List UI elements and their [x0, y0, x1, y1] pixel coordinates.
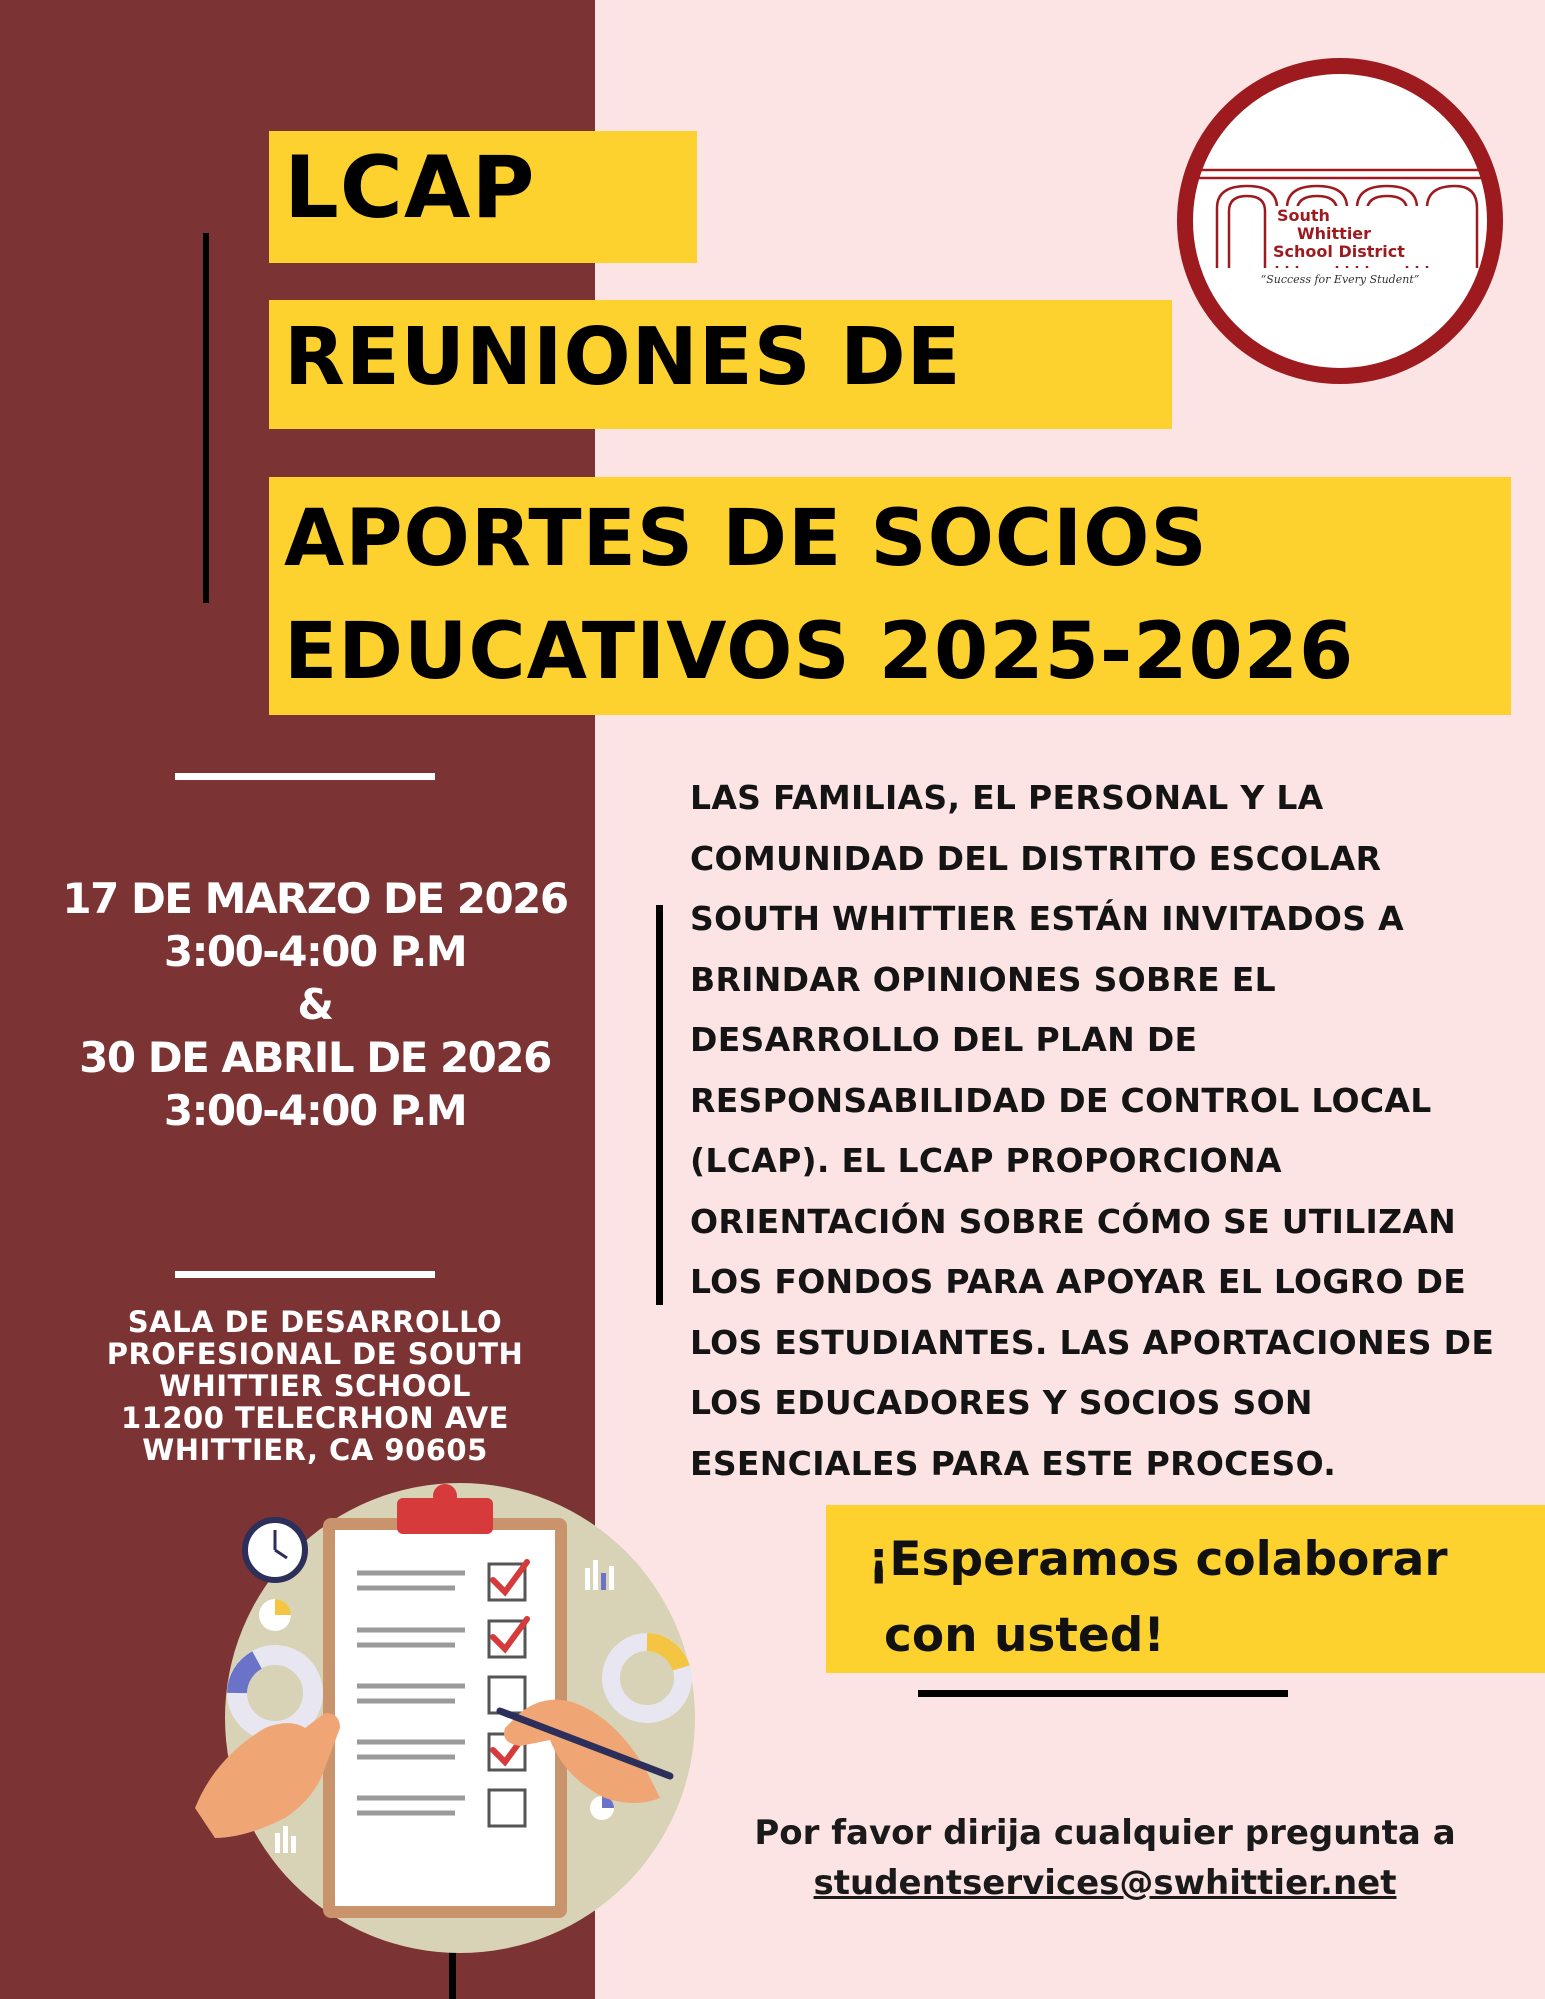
date-separator: & — [297, 980, 333, 1029]
invitation-paragraph — [690, 768, 1530, 1494]
clock-icon — [245, 1520, 305, 1580]
address-line-3: WHITTIER SCHOOL — [158, 1369, 472, 1403]
body-line: (LCAP). EL LCAP PROPORCIONA — [690, 1141, 1282, 1180]
divider-closing — [918, 1690, 1288, 1697]
body-line: COMUNIDAD DEL DISTRITO ESCOLAR — [690, 838, 1382, 878]
date-2: 30 DE ABRIL DE 2026 — [79, 1033, 551, 1082]
body-line: RESPONSABILIDAD DE CONTROL LOCAL — [690, 1080, 1432, 1120]
address-line-1: SALA DE DESARROLLO — [127, 1305, 503, 1339]
body-line: ORIENTACIÓN SOBRE CÓMO SE UTILIZAN — [690, 1201, 1457, 1241]
body-line: DESARROLLO DEL PLAN DE — [690, 1020, 1198, 1059]
clipboard-checklist-icon — [323, 1484, 567, 1918]
body-line: LOS ESTUDIANTES. LAS APORTACIONES DE — [690, 1322, 1495, 1362]
body-line: ESENCIALES PARA ESTE PROCESO. — [690, 1443, 1337, 1483]
address-line-5: WHITTIER, CA 90605 — [142, 1433, 488, 1467]
title-accent-line — [203, 233, 209, 603]
body-line: BRINDAR OPINIONES SOBRE EL — [690, 959, 1276, 999]
address-line-2: PROFESIONAL DE SOUTH — [106, 1337, 524, 1371]
divider-middle — [175, 1271, 435, 1278]
closing-line-1: ¡Esperamos colaborar — [868, 1532, 1448, 1587]
contact-text: Por favor dirija cualquier pregunta a — [754, 1813, 1456, 1853]
contact-email-link[interactable]: studentservices@swhittier.net — [813, 1863, 1397, 1903]
body-line: LAS FAMILIAS, EL PERSONAL Y LA — [690, 778, 1324, 817]
title-line-4: EDUCATIVOS 2025-2026 — [284, 607, 1355, 697]
contact-info — [700, 1808, 1510, 1908]
time-1: 3:00-4:00 P.M — [163, 927, 467, 976]
title-line-2: REUNIONES DE — [284, 311, 962, 403]
body-line: LOS EDUCADORES Y SOCIOS SON — [690, 1383, 1313, 1422]
date-1: 17 DE MARZO DE 2026 — [62, 874, 568, 923]
time-2: 3:00-4:00 P.M — [163, 1086, 467, 1135]
body-line: LOS FONDOS PARA APOYAR EL LOGRO DE — [690, 1262, 1467, 1301]
closing-message — [868, 1522, 1448, 1674]
logo-text-2: Whittier — [1297, 224, 1372, 243]
body-accent-line — [656, 905, 663, 1305]
logo-tagline: “Success for Every Student” — [1260, 273, 1420, 286]
meeting-dates — [40, 872, 590, 1137]
title-line-3: APORTES DE SOCIOS — [284, 494, 1208, 584]
logo-text-3: School District — [1273, 242, 1405, 261]
title-line-1: LCAP — [284, 138, 536, 238]
checklist-illustration — [175, 1478, 715, 1958]
closing-line-2: con usted! — [884, 1608, 1165, 1663]
meeting-location — [40, 1306, 590, 1466]
address-line-4: 11200 TELECRHON AVE — [120, 1401, 509, 1435]
body-line: SOUTH WHITTIER ESTÁN INVITADOS A — [690, 899, 1404, 938]
district-logo — [1177, 58, 1503, 384]
divider-top — [175, 773, 435, 780]
logo-text-1: South — [1277, 206, 1330, 225]
